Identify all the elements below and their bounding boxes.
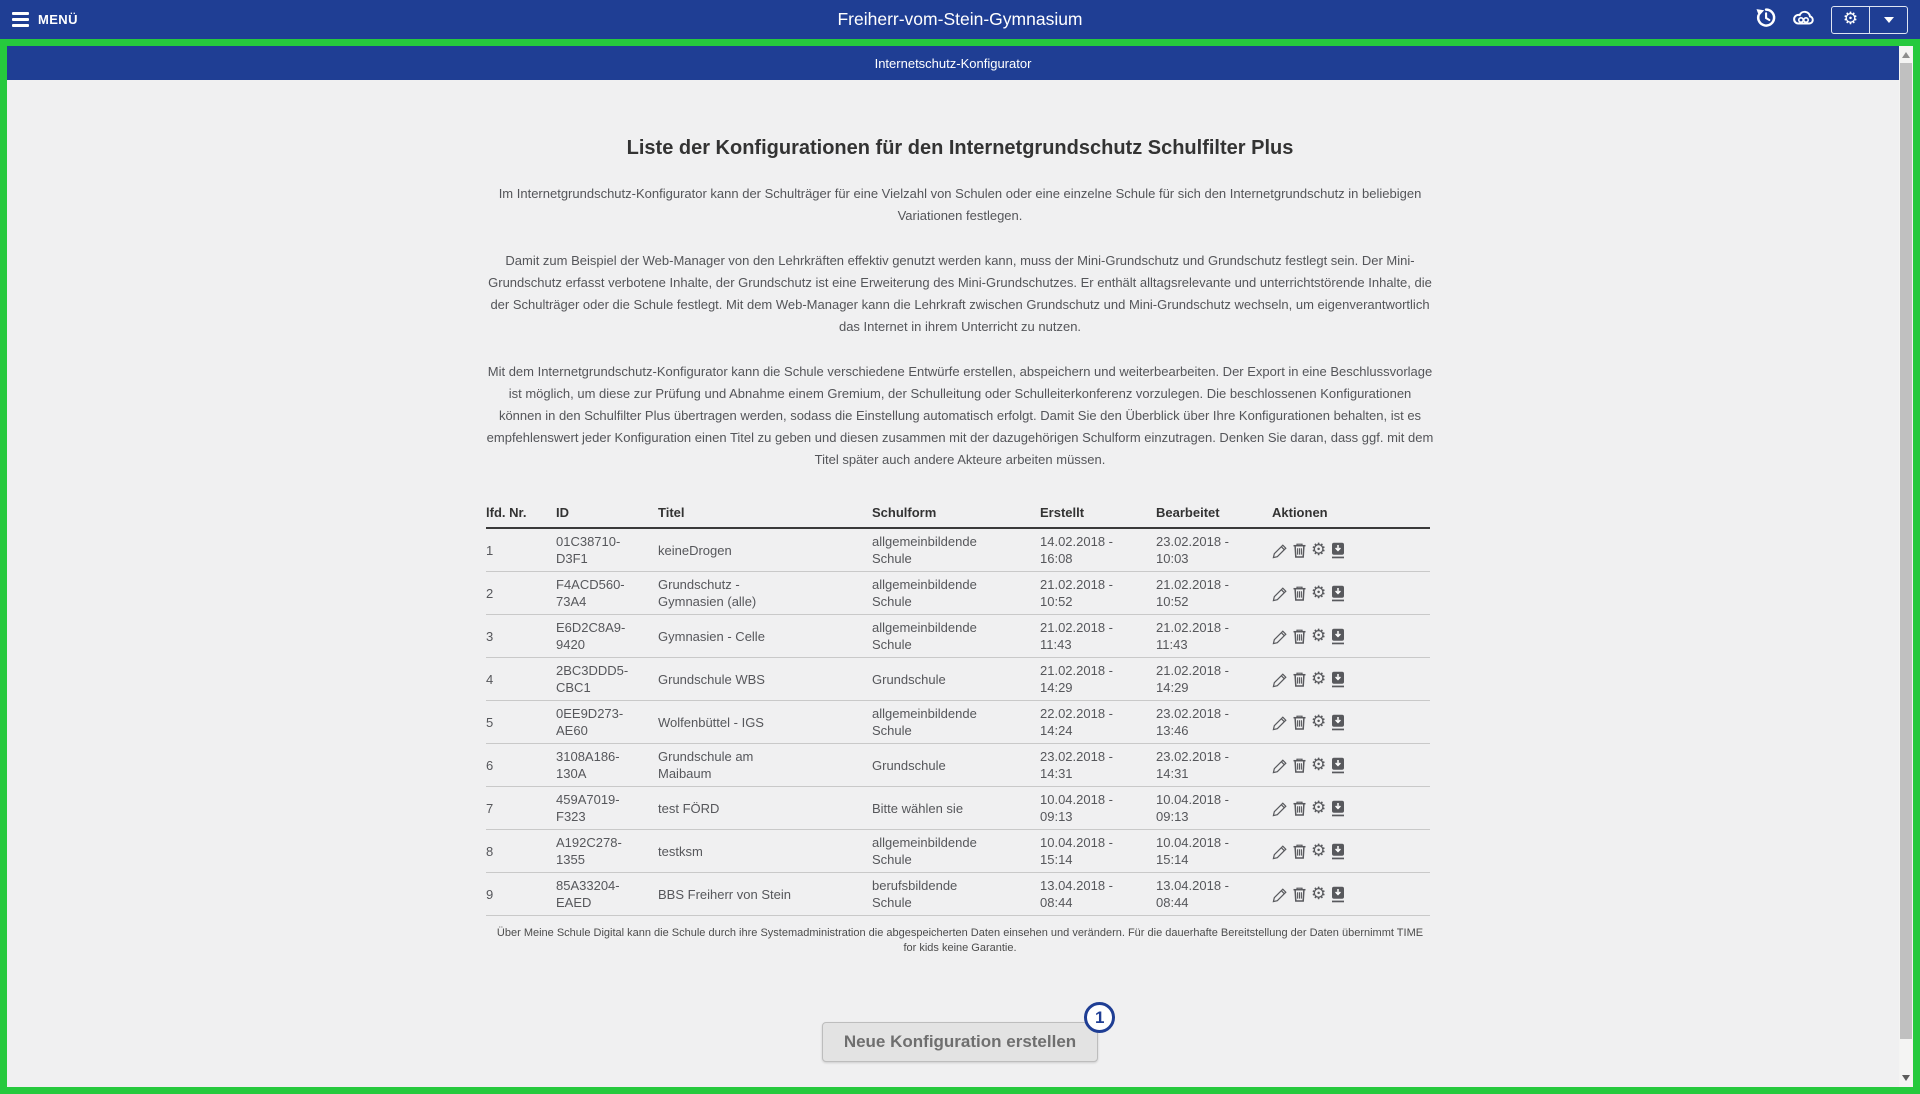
intro-text: [486, 183, 1434, 471]
cell-schulform: allgemeinbildende Schule: [872, 528, 1040, 572]
configurations-table: [486, 503, 1430, 916]
cell-titel: Grundschule WBS: [658, 658, 872, 701]
cell-schulform: berufsbildende Schule: [872, 873, 1040, 916]
cell-id: 3108A186-130A: [556, 744, 658, 787]
cell-lfd-nr: 9: [486, 873, 556, 916]
col-header-bearbeitet: Bearbeitet: [1156, 503, 1272, 528]
table-row: [486, 658, 1430, 701]
page-title: Liste der Konfigurationen für den Internetgrundschutz Schulfilter Plus: [626, 137, 1294, 159]
cell-erstellt: 21.02.2018 - 14:29: [1040, 658, 1156, 701]
cloud-button[interactable]: [1792, 7, 1816, 32]
history-button[interactable]: [1754, 6, 1777, 34]
cell-lfd-nr: 4: [486, 658, 556, 701]
vertical-scrollbar[interactable]: [1899, 46, 1913, 1087]
table-row: [486, 701, 1430, 744]
cell-id: 2BC3DDD5-CBC1: [556, 658, 658, 701]
settings-icon[interactable]: ⚙: [1311, 884, 1327, 905]
cell-lfd-nr: 1: [486, 528, 556, 572]
cell-aktionen: [1272, 873, 1430, 916]
col-header-schulform: Schulform: [872, 503, 1040, 528]
cell-id: A192C278-1355: [556, 830, 658, 873]
download-icon[interactable]: [1330, 714, 1346, 731]
cell-erstellt: 10.04.2018 - 15:14: [1040, 830, 1156, 873]
delete-icon[interactable]: [1292, 757, 1307, 774]
delete-icon[interactable]: [1292, 542, 1307, 559]
edit-icon[interactable]: [1272, 543, 1288, 559]
col-header-titel: Titel: [658, 503, 872, 528]
cell-schulform: Bitte wählen sie: [872, 787, 1040, 830]
button-row: [486, 1007, 1434, 1062]
settings-icon[interactable]: ⚙: [1311, 626, 1327, 647]
cell-titel: Gymnasien - Celle: [658, 615, 872, 658]
cell-aktionen: [1272, 787, 1430, 830]
cell-id: 459A7019-F323: [556, 787, 658, 830]
scroll-up-button[interactable]: [1899, 48, 1913, 62]
edit-icon[interactable]: [1272, 801, 1288, 817]
cell-titel: keineDrogen: [658, 528, 872, 572]
download-icon[interactable]: [1330, 671, 1346, 688]
delete-icon[interactable]: [1292, 714, 1307, 731]
col-header-aktionen: Aktionen: [1272, 503, 1430, 528]
cell-lfd-nr: 2: [486, 572, 556, 615]
cell-titel: Grundschutz - Gymnasien (alle): [658, 572, 872, 615]
cell-erstellt: 21.02.2018 - 11:43: [1040, 615, 1156, 658]
edit-icon[interactable]: [1272, 887, 1288, 903]
cell-id: 01C38710-D3F1: [556, 528, 658, 572]
topbar-actions: [1754, 6, 1908, 34]
download-icon[interactable]: [1330, 542, 1346, 559]
cell-id: F4ACD560-73A4: [556, 572, 658, 615]
download-icon[interactable]: [1330, 843, 1346, 860]
scroll-down-button[interactable]: [1899, 1071, 1913, 1085]
table-row: [486, 744, 1430, 787]
delete-icon[interactable]: [1292, 800, 1307, 817]
settings-button[interactable]: [1832, 7, 1869, 33]
cell-erstellt: 10.04.2018 - 09:13: [1040, 787, 1156, 830]
module-title: Internetschutz-Konfigurator: [874, 55, 1032, 71]
menu-label: MENÜ: [38, 12, 78, 27]
table-footnote: Über Meine Schule Digital kann die Schule durch ihre Systemadministration die abgespeicherten Daten einsehen und verändern. Für die dauerhafte Bereitstellung der Daten übernimmt TIME for kids keine Garantie.: [496, 927, 1424, 954]
cloud-icon: [1792, 7, 1816, 32]
main-content: [486, 137, 1434, 1062]
cell-bearbeitet: 23.02.2018 - 13:46: [1156, 701, 1272, 744]
cell-bearbeitet: 23.02.2018 - 14:31: [1156, 744, 1272, 787]
settings-icon[interactable]: ⚙: [1311, 798, 1327, 819]
cell-schulform: allgemeinbildende Schule: [872, 701, 1040, 744]
app-title: Freiherr-vom-Stein-Gymnasium: [837, 9, 1083, 29]
cell-bearbeitet: 21.02.2018 - 14:29: [1156, 658, 1272, 701]
cell-erstellt: 23.02.2018 - 14:31: [1040, 744, 1156, 787]
caret-down-icon: [1884, 17, 1894, 23]
edit-icon[interactable]: [1272, 715, 1288, 731]
table-row: [486, 830, 1430, 873]
cell-titel: test FÖRD: [658, 787, 872, 830]
intro-paragraph: Im Internetgrundschutz-Konfigurator kann der Schulträger für eine Vielzahl von Schulen oder eine einzelne Schule für sich den Internetgrundschutz in beliebigen Variationen festlegen.: [498, 186, 1422, 223]
delete-icon[interactable]: [1292, 671, 1307, 688]
cell-schulform: allgemeinbildende Schule: [872, 830, 1040, 873]
cell-id: E6D2C8A9-9420: [556, 615, 658, 658]
table-row: [486, 873, 1430, 916]
cell-bearbeitet: 23.02.2018 - 10:03: [1156, 528, 1272, 572]
cell-lfd-nr: 7: [486, 787, 556, 830]
cell-titel: BBS Freiherr von Stein: [658, 873, 872, 916]
download-icon[interactable]: [1330, 757, 1346, 774]
col-header-erstellt: Erstellt: [1040, 503, 1156, 528]
delete-icon[interactable]: [1292, 843, 1307, 860]
cell-aktionen: [1272, 658, 1430, 701]
cell-bearbeitet: 21.02.2018 - 11:43: [1156, 615, 1272, 658]
edit-icon[interactable]: [1272, 758, 1288, 774]
topbar: [0, 0, 1920, 39]
cell-titel: testksm: [658, 830, 872, 873]
table-header-row: [486, 503, 1430, 528]
settings-icon[interactable]: ⚙: [1311, 540, 1327, 561]
download-icon[interactable]: [1330, 585, 1346, 602]
delete-icon[interactable]: [1292, 628, 1307, 645]
cell-aktionen: [1272, 744, 1430, 787]
annotation-badge: 1: [1084, 1002, 1115, 1033]
settings-icon[interactable]: ⚙: [1311, 583, 1327, 604]
content-frame: [0, 39, 1920, 1094]
cell-lfd-nr: 8: [486, 830, 556, 873]
cell-bearbeitet: 10.04.2018 - 15:14: [1156, 830, 1272, 873]
module-header: [7, 46, 1899, 80]
intro-paragraph: Damit zum Beispiel der Web-Manager von den Lehrkräften effektiv genutzt werden kann, muss der Mini-Grundschutz und Grundschutz festlegt sein. Der Mini-Grundschutz erfasst verbotene Inhalte, der Grundschutz ist eine Erweiterung des Mini-Grundschutzes. Er enthält alltagsrelevante und unterrichtstörende Inhalte, die der Schulträger oder die Schule festlegt. Mit dem Web-Manager kann die Lehrkraft zwischen Grundschutz und Mini-Grundschutz wechseln, um eigenverantwortlich das Internet in ihrem Unterricht zu nutzen.: [488, 253, 1432, 334]
cell-erstellt: 21.02.2018 - 10:52: [1040, 572, 1156, 615]
cell-schulform: Grundschule: [872, 744, 1040, 787]
cell-aktionen: [1272, 572, 1430, 615]
edit-icon[interactable]: [1272, 844, 1288, 860]
settings-dropdown-button[interactable]: [1870, 7, 1907, 33]
arrow-down-icon: [1902, 1075, 1910, 1081]
cell-erstellt: 14.02.2018 - 16:08: [1040, 528, 1156, 572]
cell-id: 85A33204-EAED: [556, 873, 658, 916]
history-icon: [1754, 6, 1777, 34]
arrow-up-icon: [1902, 52, 1910, 58]
cell-titel: Grundschule am Maibaum: [658, 744, 872, 787]
cell-aktionen: [1272, 615, 1430, 658]
download-icon[interactable]: [1330, 628, 1346, 645]
download-icon[interactable]: [1330, 800, 1346, 817]
menu-button[interactable]: [12, 12, 78, 27]
cell-titel: Wolfenbüttel - IGS: [658, 701, 872, 744]
table-row: [486, 615, 1430, 658]
col-header-lfd-nr: lfd. Nr.: [486, 503, 556, 528]
edit-icon[interactable]: [1272, 672, 1288, 688]
delete-icon[interactable]: [1292, 585, 1307, 602]
cell-aktionen: [1272, 528, 1430, 572]
cell-aktionen: [1272, 830, 1430, 873]
hamburger-icon: [12, 12, 29, 27]
create-configuration-button[interactable]: Neue Konfiguration erstellen: [822, 1022, 1098, 1062]
cell-bearbeitet: 13.04.2018 - 08:44: [1156, 873, 1272, 916]
settings-icon[interactable]: ⚙: [1311, 755, 1327, 776]
table-row: [486, 787, 1430, 830]
cell-aktionen: [1272, 701, 1430, 744]
cell-id: 0EE9D273-AE60: [556, 701, 658, 744]
delete-icon[interactable]: [1292, 886, 1307, 903]
cell-lfd-nr: 6: [486, 744, 556, 787]
cell-schulform: allgemeinbildende Schule: [872, 615, 1040, 658]
settings-icon[interactable]: ⚙: [1311, 669, 1327, 690]
cell-lfd-nr: 5: [486, 701, 556, 744]
cell-erstellt: 22.02.2018 - 14:24: [1040, 701, 1156, 744]
edit-icon[interactable]: [1272, 586, 1288, 602]
cell-schulform: allgemeinbildende Schule: [872, 572, 1040, 615]
cell-erstellt: 13.04.2018 - 08:44: [1040, 873, 1156, 916]
settings-icon[interactable]: ⚙: [1311, 712, 1327, 733]
edit-icon[interactable]: [1272, 629, 1288, 645]
settings-button-group: [1831, 6, 1908, 34]
cell-schulform: Grundschule: [872, 658, 1040, 701]
cell-bearbeitet: 10.04.2018 - 09:13: [1156, 787, 1272, 830]
table-row: [486, 572, 1430, 615]
download-icon[interactable]: [1330, 886, 1346, 903]
cell-bearbeitet: 21.02.2018 - 10:52: [1156, 572, 1272, 615]
scrollbar-thumb[interactable]: [1900, 63, 1912, 1039]
table-row: [486, 528, 1430, 572]
intro-paragraph: Mit dem Internetgrundschutz-Konfigurator kann die Schule verschiedene Entwürfe erstellen, abspeichern und weiterbearbeiten. Der Export in eine Beschlussvorlage ist möglich, um diese zur Prüfung und Abnahme einem Gremium, der Schulleitung oder Schulleiterkonferenz vorzulegen. Die beschlossenen Konfigurationen können in den Schulfilter Plus übertragen werden, sodass die Einstellung automatisch erfolgt. Damit Sie den Überblick über Ihre Konfigurationen behalten, ist es empfehlenswert jeder Konfiguration einen Titel zu geben und diesen zusammen mit der dazugehörigen Schulform einzutragen. Denken Sie daran, dass ggf. mit dem Titel später auch andere Akteure arbeiten müssen.: [486, 364, 1434, 467]
settings-icon[interactable]: ⚙: [1311, 841, 1327, 862]
gear-icon: ⚙: [1842, 9, 1859, 29]
cell-lfd-nr: 3: [486, 615, 556, 658]
col-header-id: ID: [556, 503, 658, 528]
